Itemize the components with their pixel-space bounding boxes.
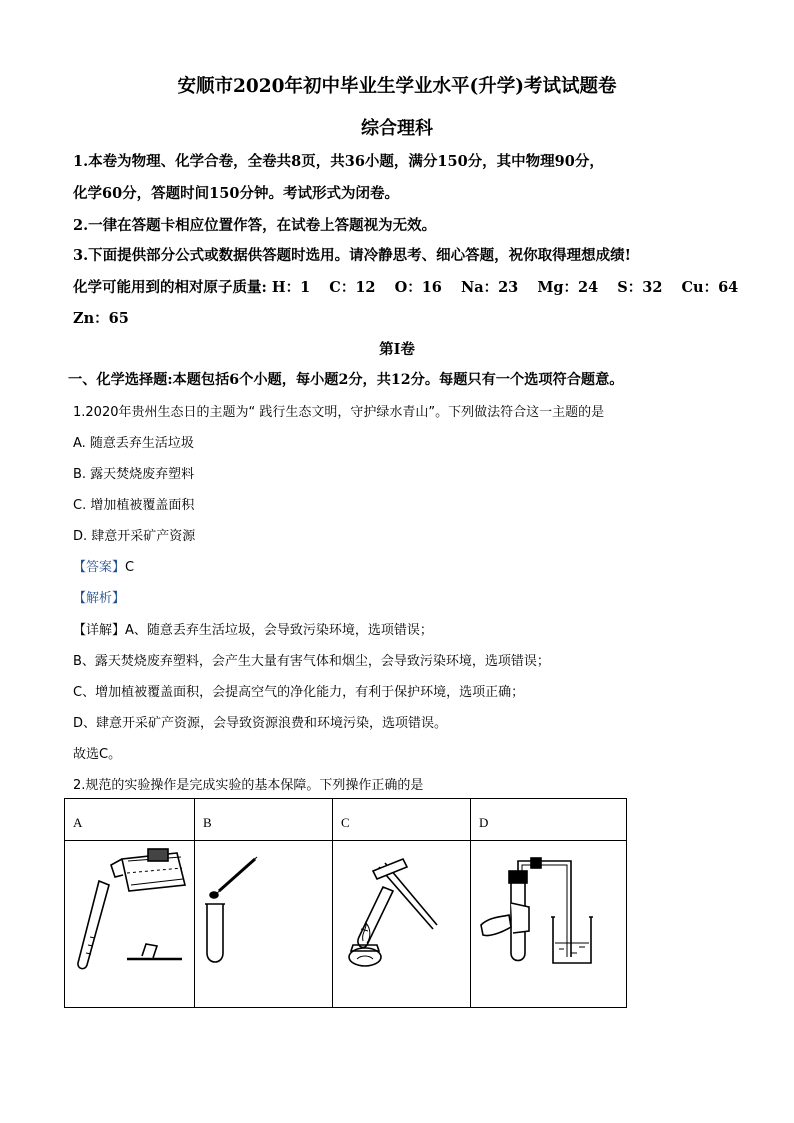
atomic-mass-s: S：32 [617,279,663,296]
q1-conclusion: 故选C。 [73,747,122,762]
note-line-3: 2.一律在答题卡相应位置作答，在试卷上答题视为无效。 [73,217,437,234]
q1-option-c: C. 增加植被覆盖面积 [73,498,195,513]
atomic-mass-label: 化学可能用到的相对原子质量: [73,279,267,296]
atomic-mass-zn: Zn：65 [73,310,129,327]
atomic-mass-h: H：1 [271,279,311,296]
q1-option-a: A. 随意丢弃生活垃圾 [73,436,194,451]
atomic-mass-o: O：16 [394,279,442,296]
q2-stem: 2.规范的实验操作是完成实验的基本保障。下列操作正确的是 [73,778,424,793]
atomic-mass-na: Na：23 [460,279,519,296]
atomic-mass-mg: Mg：24 [537,279,599,296]
q1-detail-line-3: C、增加植被覆盖面积，会提高空气的净化能力，有利于保护环境，选项正确； [73,685,525,700]
atomic-mass-line [73,276,752,297]
atomic-mass-cu: Cu：64 [681,279,739,296]
heating-illustration [333,841,470,1007]
detail-text-a: A、随意丢弃生活垃圾，会导致污染环境，选项错误； [125,623,433,638]
section-title: 第Ⅰ卷 [379,341,415,358]
q1-stem: 1.2020年贵州生态日的主题为“ 践行生态文明，守护绿水青山”。下列做法符合这一主题的是 [73,405,605,420]
q1-option-b: B. 露天焚烧废弃塑料 [73,467,195,482]
q2-image-c [333,841,471,1008]
q2-col-d: D [471,799,627,841]
q2-image-b [195,841,333,1008]
q1-option-d: D. 肆意开采矿产资源 [73,529,196,544]
q2-col-c: C [333,799,471,841]
q2-image-a [65,841,195,1008]
note-line-1: 1.本卷为物理、化学合卷，全卷共8页，共36小题，满分150分，其中物理90分， [73,153,604,170]
answer-tag: 【答案】 [73,560,126,575]
q2-options-table [64,798,627,1008]
exam-title: 安顺市2020年初中毕业生学业水平(升学)考试试题卷 [177,76,617,97]
pour-liquid-illustration [65,841,194,1007]
analysis-tag: 【解析】 [73,591,126,606]
q1-detail-line-1 [73,619,433,638]
note-line-2: 化学60分，答题时间150分钟。考试形式为闭卷。 [73,185,399,202]
airtightness-illustration [471,841,626,1007]
detail-tag: 【详解】 [73,623,126,638]
q2-col-b: B [195,799,333,841]
q1-answer [73,556,134,575]
q1-detail-line-2: B、露天焚烧废弃塑料，会产生大量有害气体和烟尘，会导致污染环境，选项错误； [73,654,550,669]
q2-col-a: A [65,799,195,841]
q2-image-d [471,841,627,1008]
part-heading: 一、化学选择题:本题包括6个小题，每小题2分，共12分。每题只有一个选项符合题意。 [68,372,624,388]
q1-analysis-tag [73,587,125,606]
exam-subtitle: 综合理科 [361,118,433,139]
note-line-4: 3.下面提供部分公式或数据供答题时选用。请冷静思考、细心答题，祝你取得理想成绩! [73,247,631,264]
answer-value: C [125,560,135,575]
q1-detail-line-4: D、肆意开采矿产资源，会导致资源浪费和环境污染，选项错误。 [73,716,448,731]
atomic-mass-c: C：12 [329,279,376,296]
dropper-illustration [195,841,332,1007]
